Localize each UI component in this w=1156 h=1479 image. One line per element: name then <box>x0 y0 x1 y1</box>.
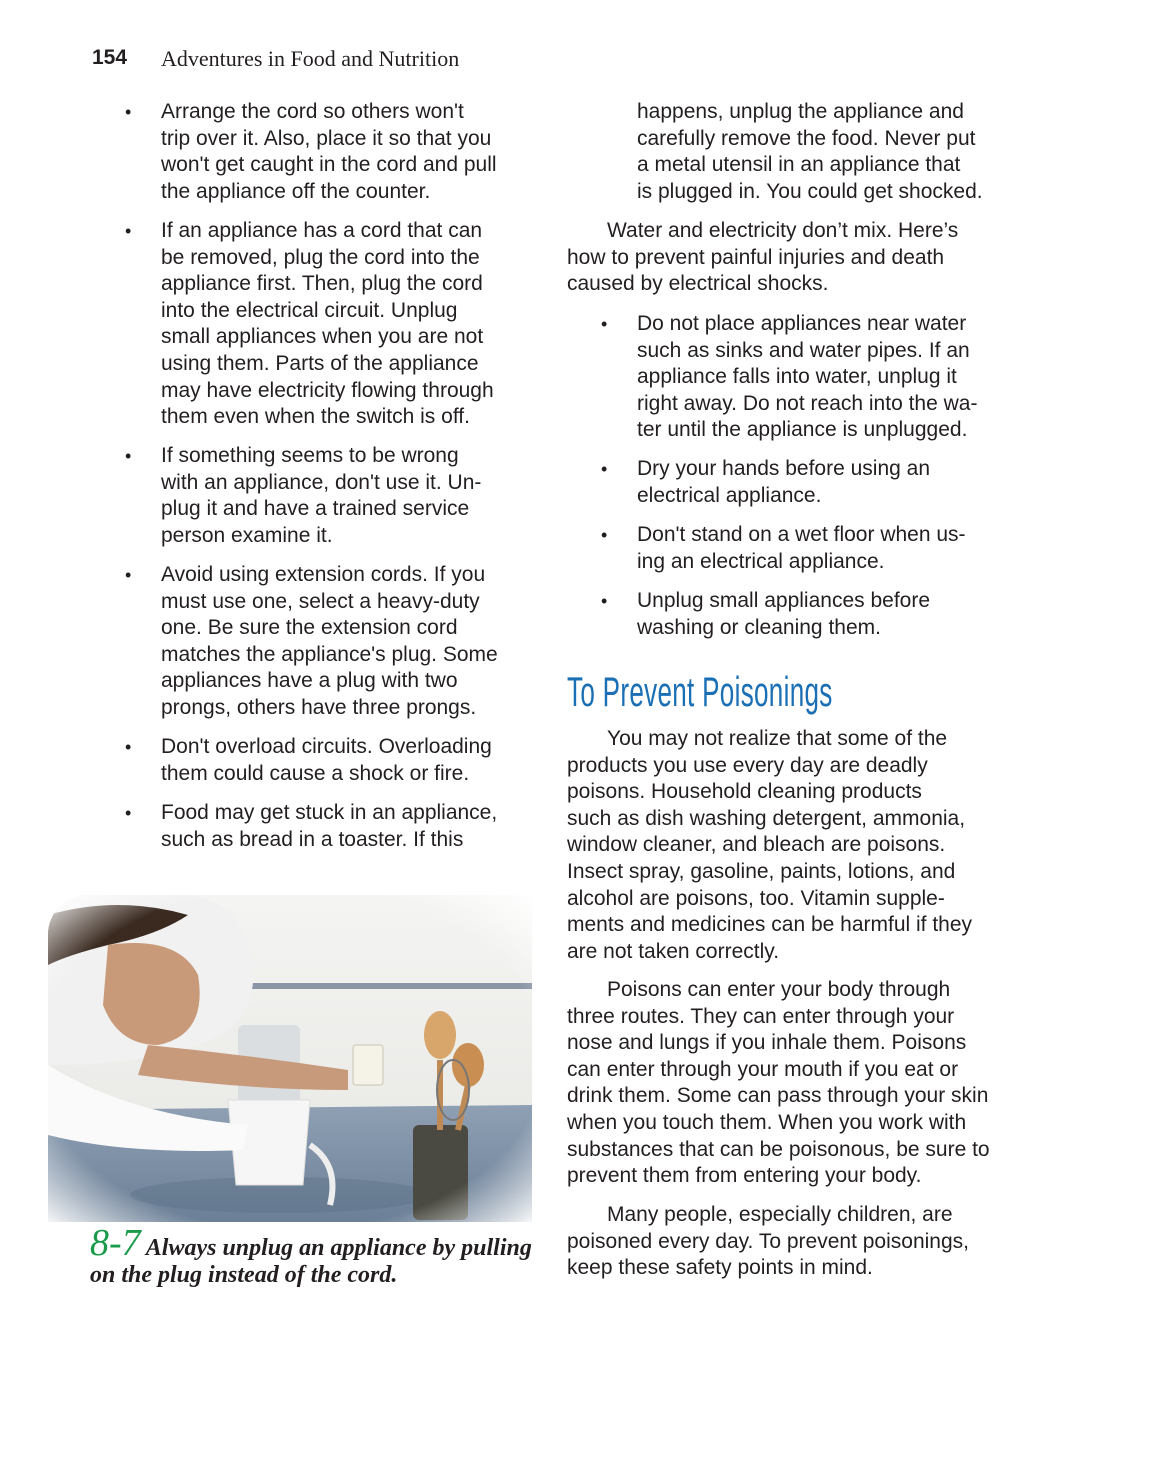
text-line: happens, unplug the appliance and <box>637 100 964 123</box>
right-bullet-item <box>601 588 931 641</box>
text-line: such as sinks and water pipes. If an <box>637 338 970 362</box>
bullet-icon: • <box>125 803 132 823</box>
water-intro-paragraph <box>567 218 958 298</box>
text-line: appliances have a plug with two <box>161 669 458 693</box>
text-line: must use one, select a heavy-duty <box>161 589 480 613</box>
text-line: carefully remove the food. Never put <box>637 126 976 150</box>
text-line: caused by electrical shocks. <box>567 272 829 296</box>
left-bullet-item <box>125 800 498 853</box>
text-line: be removed, plug the cord into the <box>161 245 480 269</box>
page-number: 154 <box>92 46 128 69</box>
bullet-icon: • <box>125 565 132 585</box>
text-line: them could cause a shock or fire. <box>161 761 470 785</box>
text-line: If something seems to be wrong <box>161 444 459 467</box>
text-line: If an appliance has a cord that can <box>161 219 483 242</box>
text-line: person examine it. <box>161 523 333 547</box>
text-line: washing or cleaning them. <box>637 615 881 639</box>
text-line: ing an electrical appliance. <box>637 549 885 573</box>
bullet-icon: • <box>601 314 608 334</box>
text-line: appliance falls into water, unplug it <box>637 365 957 389</box>
text-line: prongs, others have three prongs. <box>161 695 477 719</box>
left-bullet-item <box>125 99 497 205</box>
text-line: ter until the appliance is unplugged. <box>637 418 968 442</box>
text-line: right away. Do not reach into the wa- <box>637 391 978 415</box>
text-line: window cleaner, and bleach are poisons. <box>567 833 946 857</box>
figure-number: 8-7 <box>90 1222 141 1264</box>
text-line: them even when the switch is off. <box>161 405 470 429</box>
text-line: electrical appliance. <box>637 483 822 507</box>
text-line: may have electricity flowing through <box>161 378 494 402</box>
text-line: one. Be sure the extension cord <box>161 616 458 640</box>
left-bullet-item <box>125 562 498 722</box>
text-line: Dry your hands before using an <box>637 457 931 480</box>
text-line: when you touch them. When you work with <box>567 1110 967 1134</box>
bullet-icon: • <box>125 737 132 757</box>
text-line: Avoid using extension cords. If you <box>161 563 486 586</box>
text-line: Don't stand on a wet floor when us- <box>637 523 966 546</box>
text-line: Insect spray, gasoline, paints, lotions, and <box>567 859 956 883</box>
continued-bullet-text <box>637 99 983 205</box>
bullet-icon: • <box>125 102 132 122</box>
text-line: into the electrical circuit. Unplug <box>161 298 458 322</box>
body-paragraph <box>567 1202 969 1282</box>
text-line: appliance first. Then, plug the cord <box>161 272 483 296</box>
text-line: You may not realize that some of the <box>607 727 948 750</box>
caption-line-2: on the plug instead of the cord. <box>90 1262 398 1288</box>
bullet-icon: • <box>125 446 132 466</box>
bullet-icon: • <box>125 221 132 241</box>
text-line: such as bread in a toaster. If this <box>161 827 464 851</box>
text-line: matches the appliance's plug. Some <box>161 642 498 666</box>
text-line: Unplug small appliances before <box>637 589 931 612</box>
text-line: Do not place appliances near water <box>637 312 967 335</box>
text-line: nose and lungs if you inhale them. Poisons <box>567 1031 967 1055</box>
bullet-icon: • <box>601 591 608 611</box>
body-paragraph <box>567 977 990 1190</box>
text-line: poisons. Household cleaning products <box>567 780 922 804</box>
text-line: using them. Parts of the appliance <box>161 351 479 375</box>
bullet-icon: • <box>601 459 608 479</box>
running-title: Adventures in Food and Nutrition <box>161 46 460 71</box>
right-bullet-item <box>601 311 978 444</box>
text-line: alcohol are poisons, too. Vitamin supple- <box>567 886 945 910</box>
text-line: plug it and have a trained service <box>161 497 470 521</box>
text-line: the appliance off the counter. <box>161 179 431 203</box>
text-line: products you use every day are deadly <box>567 753 928 777</box>
caption-line-1: Always unplug an appliance by pulling <box>145 1235 532 1261</box>
text-line: trip over it. Also, place it so that you <box>161 126 492 150</box>
right-bullet-item <box>601 456 931 509</box>
text-line: ments and medicines can be harmful if they <box>567 913 973 937</box>
text-line: Arrange the cord so others won't <box>161 100 464 123</box>
text-line: with an appliance, don't use it. Un- <box>161 470 482 494</box>
text-line: such as dish washing detergent, ammonia, <box>567 806 966 830</box>
text-line: poisoned every day. To prevent poisonings, <box>567 1229 969 1253</box>
text-line: Poisons can enter your body through <box>607 978 951 1001</box>
text-line: can enter through your mouth if you eat or <box>567 1057 959 1081</box>
text-line: how to prevent painful injuries and death <box>567 245 945 269</box>
text-line: are not taken correctly. <box>567 939 780 963</box>
section-heading: To Prevent Poisonings <box>567 668 833 715</box>
text-line: Many people, especially children, are <box>607 1203 953 1226</box>
left-bullet-item <box>125 218 494 431</box>
text-line: Don't overload circuits. Overloading <box>161 735 492 758</box>
text-line: substances that can be poisonous, be sure to <box>567 1137 990 1161</box>
figure-caption <box>90 1222 532 1289</box>
text-line: three routes. They can enter through your <box>567 1004 955 1028</box>
bullet-icon: • <box>601 525 608 545</box>
text-line: keep these safety points in mind. <box>567 1256 873 1280</box>
left-bullet-item <box>125 443 482 549</box>
text-line: won't get caught in the cord and pull <box>161 153 497 177</box>
text-line: drink them. Some can pass through your skin <box>567 1084 989 1108</box>
text-line: a metal utensil in an appliance that <box>637 153 961 177</box>
text-line: prevent them from entering your body. <box>567 1164 922 1188</box>
text-line: Water and electricity don’t mix. Here’s <box>607 219 959 242</box>
left-bullet-item <box>125 734 492 787</box>
text-line: Food may get stuck in an appliance, <box>161 801 498 824</box>
text-line: small appliances when you are not <box>161 325 484 349</box>
figure-photo <box>48 895 532 1222</box>
text-line: is plugged in. You could get shocked. <box>637 179 983 203</box>
right-bullet-item <box>601 522 966 575</box>
body-paragraph <box>567 726 972 965</box>
